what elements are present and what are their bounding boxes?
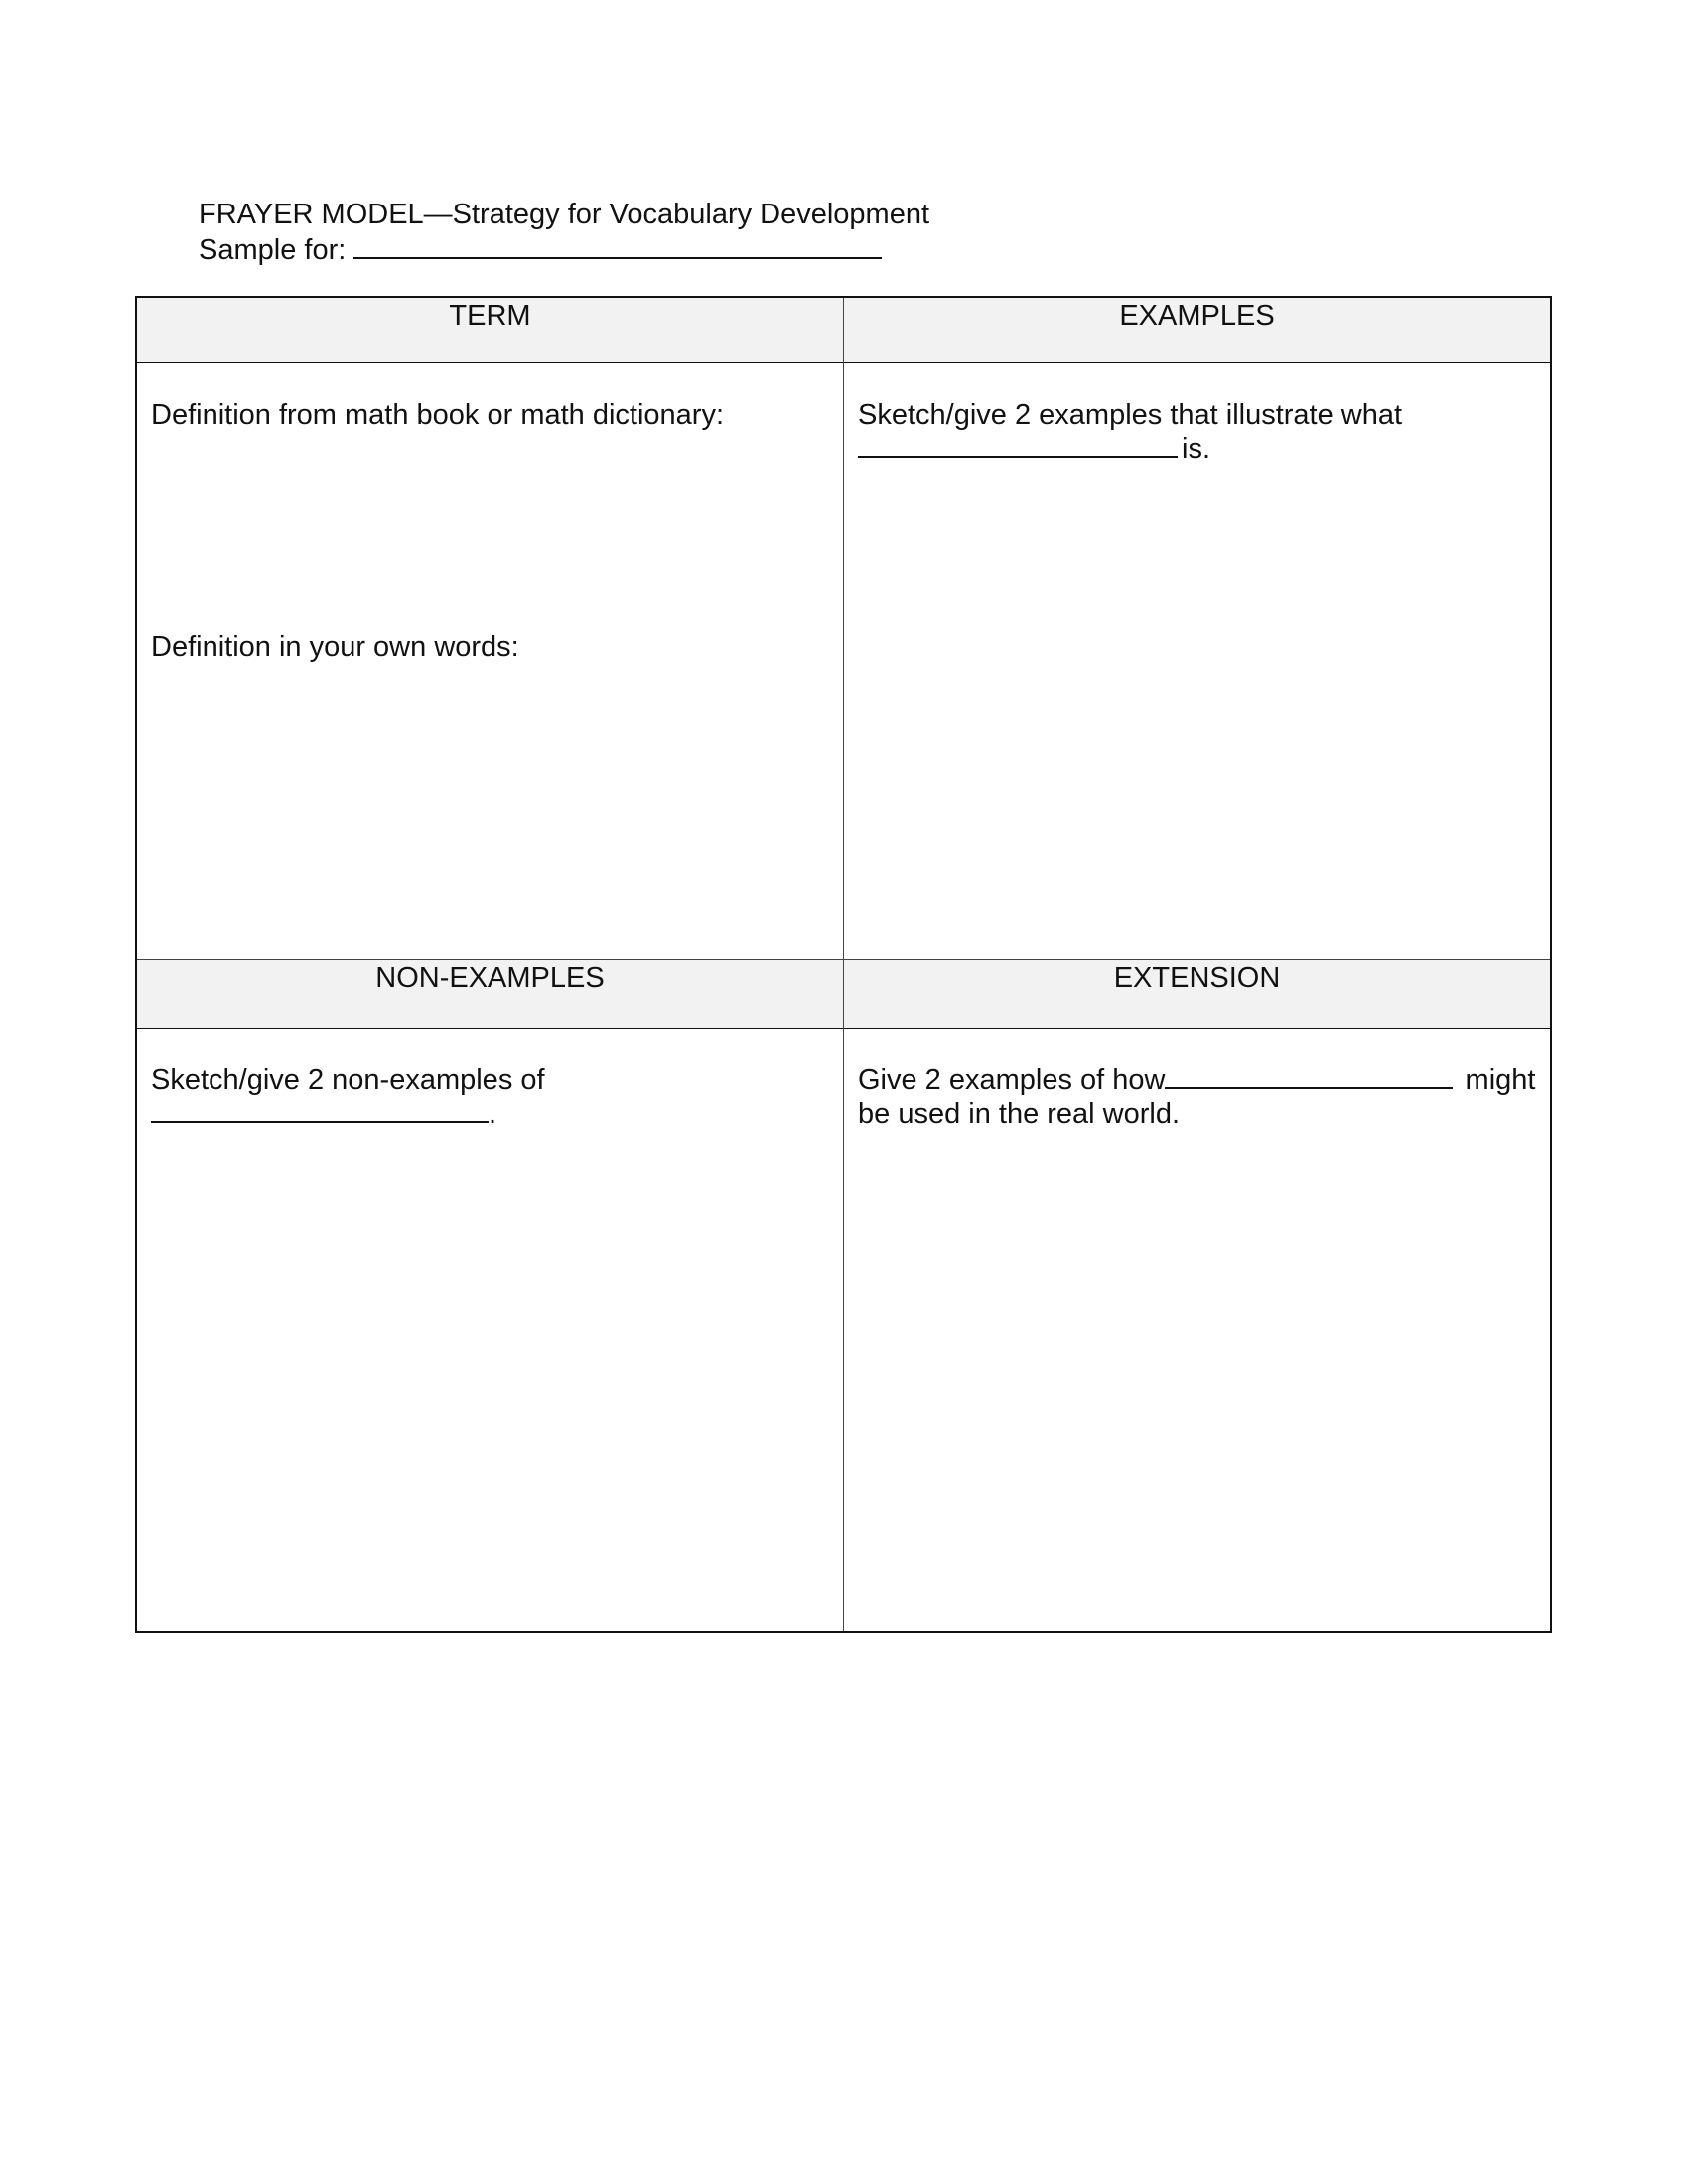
frayer-model-grid — [135, 296, 1552, 1633]
non-examples-prompt-line1: Sketch/give 2 non-examples of — [151, 1064, 545, 1096]
sample-for-line — [199, 232, 929, 268]
non-examples-header — [137, 959, 843, 1029]
definition-own-prompt: Definition in your own words: — [151, 631, 519, 663]
extension-prompt-suffix: might — [1465, 1064, 1536, 1096]
extension-prompt — [858, 1063, 1535, 1131]
worksheet-header — [199, 197, 929, 268]
extension-header — [844, 959, 1550, 1029]
examples-header-label: EXAMPLES — [1119, 300, 1275, 332]
examples-prompt-suffix: is. — [1182, 433, 1210, 465]
non-examples-prompt — [151, 1063, 545, 1131]
non-examples-header-label: NON-EXAMPLES — [375, 962, 605, 994]
extension-prompt-prefix: Give 2 examples of how — [858, 1064, 1166, 1096]
non-examples-prompt-suffix: . — [489, 1098, 497, 1130]
term-header — [137, 298, 843, 363]
sample-for-label: Sample for: — [199, 234, 347, 266]
examples-prompt-line1: Sketch/give 2 examples that illustrate what — [858, 399, 1403, 431]
extension-prompt-line1 — [858, 1063, 1535, 1097]
non-examples-prompt-line2 — [151, 1097, 545, 1131]
examples-prompt-line2 — [858, 432, 1402, 466]
term-header-label: TERM — [449, 300, 531, 332]
page-title: FRAYER MODEL—Strategy for Vocabulary Development — [199, 199, 930, 230]
definition-book-prompt: Definition from math book or math dictionary: — [151, 399, 725, 431]
non-examples-term-blank[interactable] — [151, 1097, 489, 1123]
extension-term-blank[interactable] — [1165, 1063, 1453, 1089]
examples-prompt — [858, 398, 1402, 466]
examples-term-blank[interactable] — [858, 432, 1178, 458]
examples-header — [844, 298, 1550, 363]
extension-header-label: EXTENSION — [1113, 962, 1281, 994]
sample-for-blank[interactable] — [353, 233, 882, 259]
extension-prompt-line2: be used in the real world. — [858, 1098, 1181, 1130]
